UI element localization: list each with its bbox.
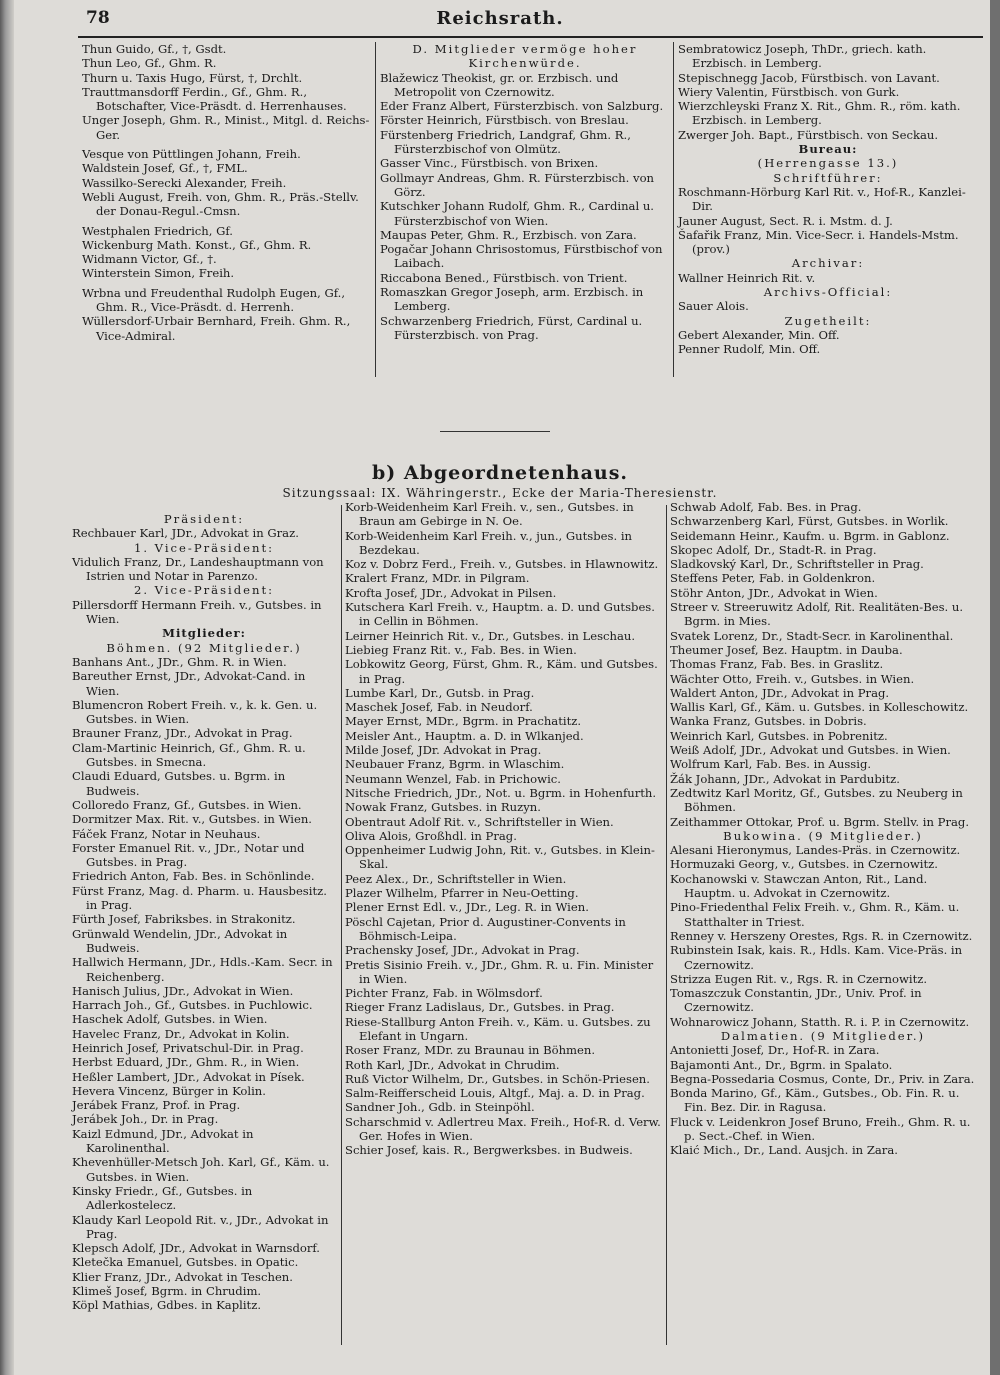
dalmatien-heading: Dalmatien. (9 Mitglieder.) (720, 1028, 926, 1043)
list-item: Riccabona Bened., Fürstbisch. von Trient. (380, 270, 628, 285)
list-item: Šafařik Franz, Min. Vice-Secr. i. Handels-Mstm. (prov.) (678, 227, 959, 257)
list-item: Sembratowicz Joseph, ThDr., griech. kath. Erzbisch. in Lemberg. (678, 42, 927, 71)
list-item: Plener Ernst Edl. v., JDr., Leg. R. in Wien. (345, 900, 589, 915)
list-item: Klier Franz, JDr., Advokat in Teschen. (72, 1269, 293, 1284)
list-item: Thun Leo, Gf., Ghm. R. (82, 56, 217, 71)
mitglieder-heading: Mitglieder: (162, 626, 246, 641)
session-hall: Sitzungssaal: IX. Währingerstr., Ecke der Maria-Theresienstr. (282, 486, 718, 500)
list-item: Thun Guido, Gf., †, Gsdt. (82, 42, 227, 56)
list-item: Fürst Franz, Mag. d. Pharm. u. Hausbesitz. in Prag. (72, 883, 327, 913)
list-item: Plazer Wilhelm, Pfarrer in Neu-Oetting. (345, 886, 579, 901)
list-item: Kletečka Emanuel, Gutsbes. in Opatic. (72, 1255, 299, 1270)
list-item: Harrach Joh., Gf., Gutsbes. in Puchlowic. (72, 998, 313, 1013)
list-item: Fluck v. Leidenkron Josef Bruno, Freih., Ghm. R. u. p. Sect.-Chef. in Wien. (670, 1114, 971, 1144)
list-item: Oppenheimer Ludwig John, Rit. v., Gutsbes. in Klein-Skal. (345, 843, 655, 872)
list-item: Wickenburg Math. Konst., Gf., Ghm. R. (82, 237, 312, 252)
kirchenwuerde-heading: D. Mitglieder vermöge hoher Kirchenwürde. (412, 42, 638, 71)
list-item: Khevenhüller-Metsch Joh. Karl, Gf., Käm. u. Gutsbes. in Wien. (72, 1155, 330, 1184)
list-item: Wolfrum Karl, Fab. Bes. in Aussig. (670, 757, 872, 772)
list-item: Meisler Ant., Hauptm. a. D. in Wlkanjed. (345, 728, 584, 743)
list-item: Trauttmansdorff Ferdin., Gf., Ghm. R., Botschafter, Vice-Präsdt. d. Herrenhauses. (82, 84, 347, 114)
list-item: Nitsche Friedrich, JDr., Not. u. Bgrm. in Hohenfurth. (345, 785, 657, 800)
list-item: Krofta Josef, JDr., Advokat in Pilsen. (345, 585, 557, 600)
schriftfuehrer-heading: Schriftführer: (773, 170, 883, 185)
list-item: Leirner Heinrich Rit. v., Dr., Gutsbes. in Leschau. (345, 628, 636, 643)
list-item: Herbst Eduard, JDr., Ghm. R., in Wien. (72, 1055, 300, 1070)
list-item: Rubinstein Isak, kais. R., Hdls. Kam. Vice-Präs. in Czernowitz. (670, 943, 963, 972)
list-item: Antonietti Josef, Dr., Hof-R. in Zara. (670, 1043, 880, 1058)
list-item: Bareuther Ernst, JDr., Advokat-Cand. in Wien. (72, 669, 306, 698)
section-title: b) Abgeordnetenhaus. (371, 462, 629, 484)
bureau-heading: Bureau: (798, 142, 858, 157)
list-item: Waldstein Josef, Gf., †, FML. (82, 161, 248, 176)
list-item: Förster Heinrich, Fürstbisch. von Breslau. (380, 113, 629, 128)
list-item: Neumann Wenzel, Fab. in Prichowic. (345, 771, 561, 786)
list-item: Wanka Franz, Gutsbes. in Dobris. (670, 714, 867, 729)
vice-praesident-2-heading: 2. Vice-Präsident: (133, 583, 275, 598)
list-item: Gebert Alexander, Min. Off. (678, 327, 840, 342)
column-rule (673, 42, 674, 377)
list-item: Unger Joseph, Ghm. R., Minist., Mitgl. d. Reichs-Ger. (82, 113, 370, 142)
list-item: Kutschker Johann Rudolf, Ghm. R., Cardinal u. Fürsterzbischof von Wien. (380, 199, 654, 228)
list-item: Eder Franz Albert, Fürsterzbisch. von Salzburg. (380, 99, 664, 114)
list-item: Prachensky Josef, JDr., Advokat in Prag. (345, 943, 580, 958)
list-item: Riese-Stallburg Anton Freih. v., Käm. u. Gutsbes. zu Elefant in Ungarn. (345, 1014, 651, 1043)
list-item: Peez Alex., Dr., Schriftsteller in Wien. (345, 871, 567, 886)
list-item: Havelec Franz, Dr., Advokat in Kolin. (72, 1026, 290, 1041)
list-item: Claudi Eduard, Gutsbes. u. Bgrm. in Budweis. (72, 769, 286, 798)
list-item: Westphalen Friedrich, Gf. (82, 223, 233, 238)
list-item: Jerábek Joh., Dr. in Prag. (72, 1112, 219, 1127)
list-item: Forster Emanuel Rit. v., JDr., Notar und Gutsbes. in Prag. (72, 840, 305, 870)
list-item: Wierzchleyski Franz X. Rit., Ghm. R., röm. kath. Erzbisch. in Lemberg. (678, 99, 961, 128)
list-item: Weiß Adolf, JDr., Advokat und Gutsbes. in Wien. (670, 743, 951, 758)
list-item: Oliva Alois, Großhdl. in Prag. (345, 828, 517, 843)
zugetheilt-heading: Zugetheilt: (784, 313, 872, 328)
list-item: Nowak Franz, Gutsbes. in Ruzyn. (345, 800, 541, 815)
list-item: Kralert Franz, MDr. in Pilgram. (345, 571, 530, 586)
list-item: Stepischnegg Jacob, Fürstbisch. von Lavant. (678, 70, 940, 85)
list-item: Roschmann-Hörburg Karl Rit. v., Hof-R., Kanzlei-Dir. (678, 184, 966, 214)
list-item: Rieger Franz Ladislaus, Dr., Gutsbes. in Prag. (345, 1000, 615, 1015)
boehmen-heading: Böhmen. (92 Mitglieder.) (106, 640, 302, 655)
list-item: Renney v. Herszeny Orestes, Rgs. R. in Czernowitz. (670, 928, 973, 943)
list-item: Sladkovský Karl, Dr., Schriftsteller in Prag. (670, 557, 924, 572)
list-item: Blažewicz Theokist, gr. or. Erzbisch. und Metropolit von Czernowitz. (380, 70, 619, 99)
list-item: Lobkowitz Georg, Fürst, Ghm. R., Käm. und Gutsbes. in Prag. (345, 657, 658, 686)
archivar-heading: Archivar: (791, 256, 865, 271)
list-item: Webli August, Freih. von, Ghm. R., Präs.-Stellv. der Donau-Regul.-Cmsn. (82, 189, 359, 219)
list-item: Klaudy Karl Leopold Rit. v., JDr., Advokat in Prag. (72, 1212, 329, 1241)
list-item: Hanisch Julius, JDr., Advokat in Wien. (72, 983, 294, 998)
list-item: Hormuzaki Georg, v., Gutsbes. in Czernowitz. (670, 857, 938, 872)
list-item: Thurn u. Taxis Hugo, Fürst, †, Drchlt. (82, 70, 303, 85)
praesident: Rechbauer Karl, JDr., Advokat in Graz. (72, 526, 299, 541)
praesident-heading: Präsident: (163, 512, 245, 526)
list-item: Klepsch Adolf, JDr., Advokat in Warnsdorf. (72, 1241, 320, 1256)
list-item: Haschek Adolf, Gutsbes. in Wien. (72, 1012, 268, 1027)
list-item: Winterstein Simon, Freih. (82, 266, 235, 281)
list-item: Wassilko-Serecki Alexander, Freih. (82, 175, 287, 190)
list-item: Zeithammer Ottokar, Prof. u. Bgrm. Stellv. in Prag. (670, 814, 970, 829)
list-item: Fáček Franz, Notar in Neuhaus. (72, 826, 261, 841)
bureau-address: (Herrengasse 13.) (757, 156, 899, 171)
page-number: 78 (86, 8, 110, 28)
vice-praesident-1: Vidulich Franz, Dr., Landeshauptmann von Istrien und Notar in Parenzo. (72, 554, 324, 584)
list-item: Sauer Alois. (678, 299, 749, 314)
list-item: Streer v. Streeruwitz Adolf, Rit. Realitäten-Bes. u. Bgrm. in Mies. (670, 600, 964, 629)
list-item: Milde Josef, JDr. Advokat in Prag. (345, 743, 542, 758)
list-item: Theumer Josef, Bez. Hauptm. in Dauba. (670, 642, 903, 657)
vice-praesident-2: Pillersdorff Hermann Freih. v., Gutsbes. in Wien. (72, 597, 322, 627)
list-item: Wächter Otto, Freih. v., Gutsbes. in Wien. (670, 671, 915, 686)
list-item: Wohnarowicz Johann, Statth. R. i. P. in Czernowitz. (670, 1014, 970, 1029)
list-item: Heinrich Josef, Privatschul-Dir. in Prag. (72, 1040, 304, 1055)
list-item: Banhans Ant., JDr., Ghm. R. in Wien. (72, 654, 287, 669)
list-item: Wallner Heinrich Rit. v. (678, 270, 816, 285)
list-item: Schier Josef, kais. R., Bergwerksbes. in Budweis. (345, 1143, 633, 1158)
list-item: Seidemann Heinr., Kaufm. u. Bgrm. in Gablonz. (670, 528, 950, 543)
list-item: Vesque von Püttlingen Johann, Freih. (82, 147, 301, 162)
list-item: Pöschl Cajetan, Prior d. Augustiner-Convents in Böhmisch-Leipa. (345, 914, 626, 943)
list-item: Pretis Sisinio Freih. v., JDr., Ghm. R. u. Fin. Minister in Wien. (345, 957, 654, 986)
list-item: Dormitzer Max. Rit. v., Gutsbes. in Wien. (72, 812, 312, 827)
list-item: Hallwich Hermann, JDr., Hdls.-Kam. Secr. in Reichenberg. (72, 955, 333, 984)
list-item: Salm-Reifferscheid Louis, Altgf., Maj. a. D. in Prag. (345, 1086, 645, 1101)
list-item: Widmann Victor, Gf., †. (82, 252, 217, 267)
list-item: Lumbe Karl, Dr., Gutsb. in Prag. (345, 685, 535, 700)
bukowina-heading: Bukowina. (9 Mitglieder.) (723, 828, 923, 843)
list-item: Ruß Victor Wilhelm, Dr., Gutsbes. in Schön-Priesen. (345, 1071, 650, 1086)
list-item: Kaizl Edmund, JDr., Advokat in Karolinenthal. (72, 1126, 254, 1156)
list-item: Romaszkan Gregor Joseph, arm. Erzbisch. in Lemberg. (380, 285, 644, 314)
abgeordnetenhaus-column-2 (345, 500, 663, 1158)
column-rule (375, 42, 376, 377)
list-item: Fürth Josef, Fabriksbes. in Strakonitz. (72, 912, 296, 927)
list-item: Schwab Adolf, Fab. Bes. in Prag. (670, 500, 862, 514)
list-item: Pino-Friedenthal Felix Freih. v., Ghm. R., Käm. u. Statthalter in Triest. (670, 900, 960, 929)
list-item: Žák Johann, JDr., Advokat in Pardubitz. (670, 771, 900, 786)
list-item: Wrbna und Freudenthal Rudolph Eugen, Gf., Ghm. R., Vice-Präsdt. d. Herrenh. (82, 285, 345, 315)
list-item: Scharschmid v. Adlertreu Max. Freih., Hof-R. d. Verw. Ger. Hofes in Wien. (345, 1114, 661, 1144)
list-item: Klimeš Josef, Bgrm. in Chrudim. (72, 1284, 262, 1299)
list-item: Stöhr Anton, JDr., Advokat in Wien. (670, 585, 878, 600)
column-rule (666, 505, 667, 1345)
herrenhaus-column-2 (380, 42, 670, 342)
list-item: Gasser Vinc., Fürstbisch. von Brixen. (380, 156, 599, 171)
list-item: Hevera Vincenz, Bürger in Kolin. (72, 1083, 266, 1098)
list-item: Schwarzenberg Friedrich, Fürst, Cardinal u. Fürsterzbisch. von Prag. (380, 313, 643, 342)
list-item: Roth Karl, JDr., Advokat in Chrudim. (345, 1057, 560, 1072)
list-item: Steffens Peter, Fab. in Goldenkron. (670, 571, 876, 586)
list-item: Bajamonti Ant., Dr., Bgrm. in Spalato. (670, 1057, 893, 1072)
list-item: Blumencron Robert Freih. v., k. k. Gen. u. Gutsbes. in Wien. (72, 697, 318, 727)
list-item: Maupas Peter, Ghm. R., Erzbisch. von Zara. (380, 227, 637, 242)
section-divider (440, 431, 550, 432)
list-item: Neubauer Franz, Bgrm. in Wlaschim. (345, 757, 565, 772)
list-item: Bonda Marino, Gf., Käm., Gutsbes., Ob. Fin. R. u. Fin. Bez. Dir. in Ragusa. (670, 1086, 960, 1115)
list-item: Strizza Eugen Rit. v., Rgs. R. in Czernowitz. (670, 971, 928, 986)
list-item: Obentraut Adolf Rit. v., Schriftsteller in Wien. (345, 814, 614, 829)
list-item: Brauner Franz, JDr., Advokat in Prag. (72, 726, 293, 741)
list-item: Zedtwitz Karl Moritz, Gf., Gutsbes. zu Neuberg in Böhmen. (670, 785, 963, 815)
list-item: Wüllersdorf-Urbair Bernhard, Freih. Ghm. R., Vice-Admiral. (82, 314, 351, 343)
list-item: Heßler Lambert, JDr., Advokat in Písek. (72, 1069, 305, 1084)
list-item: Grünwald Wendelin, JDr., Advokat in Budweis. (72, 926, 288, 955)
list-item: Colloredo Franz, Gf., Gutsbes. in Wien. (72, 797, 302, 812)
list-item: Skopec Adolf, Dr., Stadt-R. in Prag. (670, 542, 877, 557)
list-item: Penner Rudolf, Min. Off. (678, 342, 821, 357)
list-item: Roser Franz, MDr. zu Braunau in Böhmen. (345, 1043, 596, 1058)
list-item: Wallis Karl, Gf., Käm. u. Gutsbes. in Kolleschowitz. (670, 700, 969, 715)
abgeordnetenhaus-column-1 (72, 512, 336, 1313)
list-item: Kochanowski v. Stawczan Anton, Rit., Land. Hauptm. u. Advokat in Czernowitz. (670, 871, 928, 901)
list-item: Sandner Joh., Gdb. in Steinpöhl. (345, 1100, 535, 1115)
list-item: Mayer Ernst, MDr., Bgrm. in Prachatitz. (345, 714, 582, 729)
running-head: Reichsrath. (436, 8, 564, 29)
page-binding (0, 0, 14, 1375)
list-item: Waldert Anton, JDr., Advokat in Prag. (670, 685, 890, 700)
column-rule (341, 505, 342, 1345)
list-item: Begna-Possedaria Cosmus, Conte, Dr., Priv. in Zara. (670, 1071, 975, 1086)
official-heading: Archivs-Official: (763, 285, 893, 300)
list-item: Korb-Weidenheim Karl Freih. v., sen., Gutsbes. in Braun am Gebirge in N. Oe. (345, 500, 634, 529)
list-item: Zwerger Joh. Bapt., Fürstbisch. von Seckau. (678, 127, 939, 142)
list-item: Alesani Hieronymus, Landes-Präs. in Czernowitz. (670, 843, 961, 858)
list-item: Pichter Franz, Fab. in Wölmsdorf. (345, 986, 543, 1001)
list-item: Maschek Josef, Fab. in Neudorf. (345, 700, 533, 715)
list-item: Pogačar Johann Chrisostomus, Fürstbischof von Laibach. (380, 242, 663, 271)
list-item: Köpl Mathias, Gdbes. in Kaplitz. (72, 1298, 262, 1313)
list-item: Kutschera Karl Freih. v., Hauptm. a. D. und Gutsbes. in Cellin in Böhmen. (345, 600, 655, 629)
list-item: Svatek Lorenz, Dr., Stadt-Secr. in Karolinenthal. (670, 628, 954, 643)
list-item: Wiery Valentin, Fürstbisch. von Gurk. (678, 84, 900, 99)
herrenhaus-column-1 (82, 42, 372, 343)
list-item: Tomaszczuk Constantin, JDr., Univ. Prof. in Czernowitz. (670, 986, 922, 1015)
list-item: Schwarzenberg Karl, Fürst, Gutsbes. in Worlik. (670, 514, 949, 529)
list-item: Gollmayr Andreas, Ghm. R. Fürsterzbisch. von Görz. (380, 170, 655, 199)
list-item: Jerábek Franz, Prof. in Prag. (72, 1098, 241, 1113)
list-item: Jauner August, Sect. R. i. Mstm. d. J. (678, 213, 893, 228)
list-item: Korb-Weidenheim Karl Freih. v., jun., Gutsbes. in Bezdekau. (345, 528, 633, 557)
header-rule (78, 36, 983, 38)
list-item: Koz v. Dobrz Ferd., Freih. v., Gutsbes. in Hlawnowitz. (345, 557, 659, 572)
list-item: Clam-Martinic Heinrich, Gf., Ghm. R. u. Gutsbes. in Smecna. (72, 740, 306, 770)
list-item: Liebieg Franz Rit. v., Fab. Bes. in Wien. (345, 642, 577, 657)
abgeordnetenhaus-column-3 (670, 500, 976, 1158)
list-item: Fürstenberg Friedrich, Landgraf, Ghm. R., Fürsterzbischof von Olmütz. (380, 127, 631, 157)
vice-praesident-1-heading: 1. Vice-Präsident: (133, 540, 275, 555)
list-item: Weinrich Karl, Gutsbes. in Pobrenitz. (670, 728, 888, 743)
list-item: Friedrich Anton, Fab. Bes. in Schönlinde. (72, 869, 315, 884)
list-item: Kinsky Friedr., Gf., Gutsbes. in Adlerkostelecz. (72, 1183, 253, 1213)
list-item: Klaić Mich., Dr., Land. Ausjch. in Zara. (670, 1143, 898, 1158)
herrenhaus-column-3 (678, 42, 978, 357)
list-item: Thomas Franz, Fab. Bes. in Graslitz. (670, 657, 884, 672)
